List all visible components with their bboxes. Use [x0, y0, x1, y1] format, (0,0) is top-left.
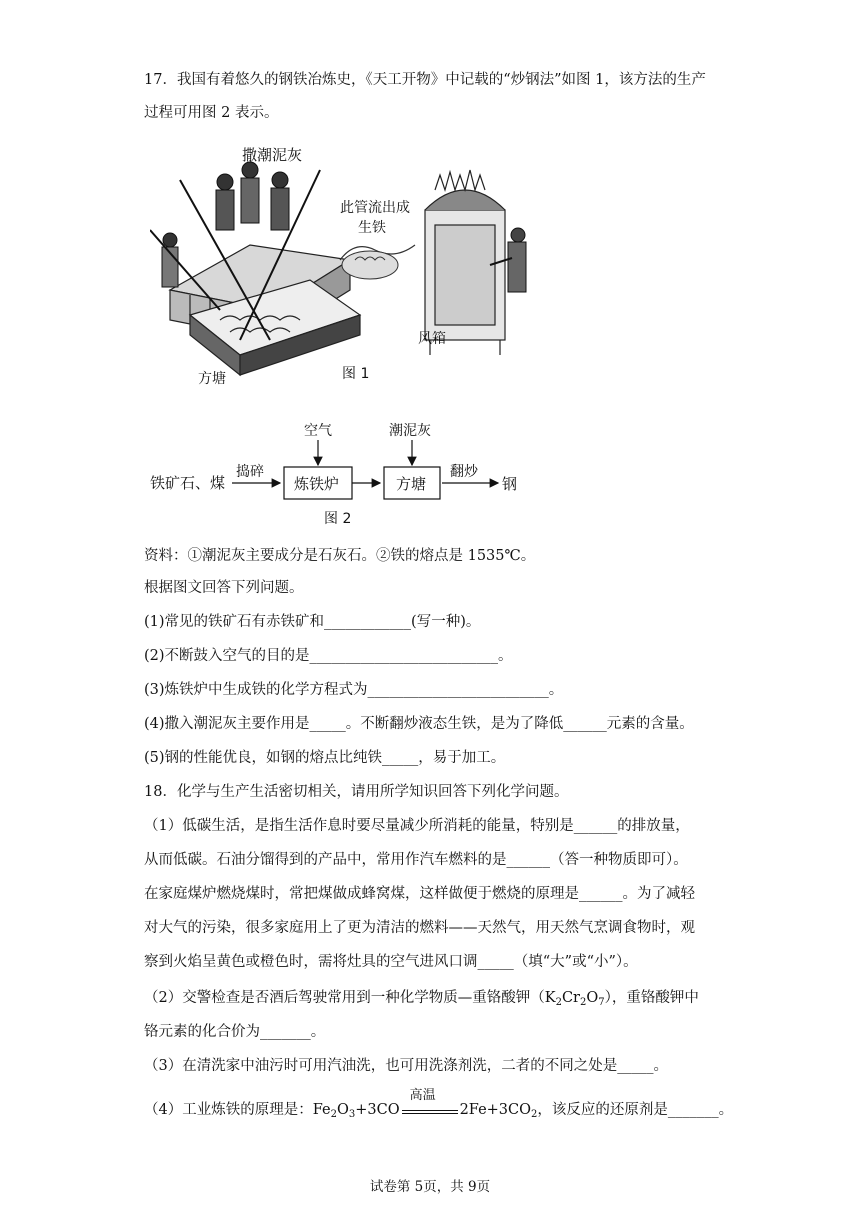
q17-prompt: 根据图文回答下列问题。 — [144, 580, 304, 596]
q18-p4 — [144, 1088, 734, 1125]
q17-sub3: (3)炼铁炉中生成铁的化学方程式为_________________________。 — [144, 682, 564, 698]
flow-box-pond-label: 方塘 — [396, 475, 427, 493]
figure-1-caption: 图 1 — [342, 366, 370, 382]
flow-box-furnace-label: 炼铁炉 — [294, 475, 340, 493]
q18-p2-line2: 铬元素的化合价为_______。 — [144, 1024, 326, 1040]
flow-arrow1-label: 捣碎 — [236, 464, 264, 480]
q18-p2-line1 — [144, 988, 699, 1013]
q18-p1-line3: 在家庭煤炉燃烧煤时，常把煤做成蜂窝煤，这样做便于燃烧的原理是______。为了减轻 — [144, 886, 695, 902]
q18-p2-sub2: 2 — [579, 997, 587, 1008]
q18-p2-text-d: ），重铬酸钾中 — [604, 990, 699, 1006]
q18-p2-sub3: 7 — [598, 997, 605, 1008]
q18-p1-line5: 察到火焰呈黄色或橙色时，需将灶具的空气进风口调_____（填“大”或“小”）。 — [144, 954, 638, 970]
q17-intro-line1: 17．我国有着悠久的钢铁冶炼史，《天工开物》中记载的“炒钢法”如图 1，该方法的生产 — [144, 72, 706, 88]
label-pipe-line1: 此管流出成 — [340, 200, 410, 216]
label-bellows: 风箱 — [418, 331, 446, 347]
q18-p3: （3）在清洗家中油污时可用汽油洗，也可用洗涤剂洗，二者的不同之处是_____。 — [144, 1058, 668, 1074]
q18-p4-text-e: ，该反应的还原剂是_______。 — [537, 1102, 734, 1118]
figure-2-caption: 图 2 — [324, 511, 352, 527]
q18-p1-line1: （1）低碳生活，是指生活作息时要尽量减少所消耗的能量，特别是______的排放量， — [144, 818, 690, 834]
q18-intro: 18．化学与生产生活密切相关，请用所学知识回答下列化学问题。 — [144, 784, 569, 800]
label-pipe-line2: 生铁 — [358, 220, 386, 236]
q17-sub2: (2)不断鼓入空气的目的是__________________________。 — [144, 648, 513, 664]
q18-p2-text-c: O — [586, 990, 599, 1006]
q17-intro-line2: 过程可用图 2 表示。 — [144, 105, 279, 121]
q18-p2-text-b: Cr — [561, 990, 580, 1006]
label-sprinkle-tidal-ash: 撒潮泥灰 — [242, 146, 303, 164]
flow-output-label: 钢 — [502, 475, 518, 493]
reaction-condition-arrow — [400, 1088, 460, 1120]
q18-p4-text-a: （4）工业炼铁的原理是：Fe — [144, 1102, 331, 1118]
q18-p4-text-c: +3CO — [355, 1102, 400, 1118]
figure-2-flow-diagram — [144, 410, 544, 535]
q17-sub5: (5)钢的性能优良，如钢的熔点比纯铁_____，易于加工。 — [144, 750, 506, 766]
q18-p1-line4: 对大气的污染，很多家庭用上了更为清洁的燃料——天然气，用天然气烹调食物时，观 — [144, 920, 695, 936]
reaction-condition-label: 高温 — [409, 1088, 436, 1103]
flow-input-label: 铁矿石、煤 — [150, 474, 226, 492]
flow-tidal-ash-label: 潮泥灰 — [389, 423, 431, 439]
figure-1-illustration — [150, 140, 530, 390]
blast-furnace — [425, 170, 505, 355]
q18-p4-text-b: O — [336, 1102, 349, 1118]
q17-sub4: (4)撒入潮泥灰主要作用是_____。不断翻炒液态生铁，是为了降低______元素的含量。 — [144, 716, 694, 732]
flow-arrow2-label: 翻炒 — [450, 464, 478, 480]
q18-p2-sub1: 2 — [555, 997, 562, 1008]
q18-p4-sub1: 2 — [330, 1109, 337, 1120]
q18-p1-line2: 从而低碳。石油分馏得到的产品中，常用作汽车燃料的是______（答一种物质即可）。 — [144, 852, 688, 868]
molten-iron-flow — [340, 245, 415, 279]
q17-info: 资料：①潮泥灰主要成分是石灰石。②铁的熔点是 1535℃。 — [144, 548, 536, 564]
label-square-pond: 方塘 — [198, 371, 226, 387]
q17-sub1: (1)常见的铁矿石有赤铁矿和____________(写一种)。 — [144, 614, 481, 630]
page-footer: 试卷第 5页，共 9页 — [369, 1179, 491, 1195]
q18-p4-text-d: 2Fe+3CO — [459, 1102, 532, 1118]
q18-p2-text-a: （2）交警检查是否酒后驾驶常用到一种化学物质—重铬酸钾（K — [144, 990, 556, 1006]
q18-p4-sub2: 3 — [348, 1109, 356, 1120]
q18-p4-sub3: 2 — [531, 1109, 538, 1120]
flow-air-label: 空气 — [304, 423, 332, 439]
